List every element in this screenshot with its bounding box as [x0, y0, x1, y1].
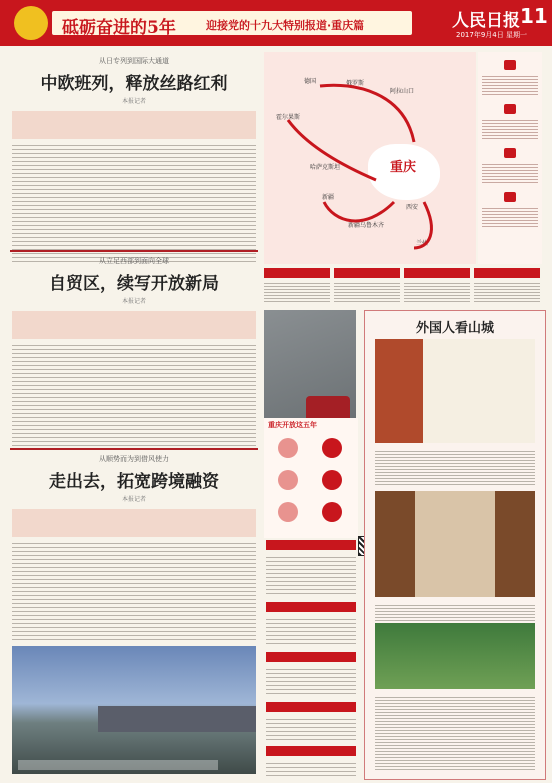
- info-header: [266, 702, 356, 712]
- series-subtitle: 迎接党的十九大特别报道·重庆篇: [206, 19, 365, 32]
- info-block: [266, 760, 356, 776]
- map-sidebar: [478, 52, 542, 264]
- chongqing-label: 重庆: [390, 160, 417, 175]
- info-block: [266, 554, 356, 594]
- info-block: [266, 666, 356, 696]
- article-2: [12, 256, 256, 447]
- info-tab: [264, 268, 330, 304]
- article-3: [12, 454, 256, 641]
- stats-panel: [264, 418, 358, 538]
- sidebar-title: 外国人看山城: [415, 321, 494, 336]
- article-3-body: [12, 541, 256, 641]
- info-tab: [474, 268, 540, 304]
- info-block: [266, 616, 356, 646]
- sidebar-note: [482, 206, 538, 228]
- issue-date: 2017年9月4日 星期一: [456, 31, 527, 39]
- page-number: 11: [520, 4, 548, 28]
- article-2-kicker: 从立足西部到面向全球: [99, 257, 169, 265]
- city-label: 德国: [304, 78, 317, 85]
- article-1-body: [12, 143, 256, 263]
- paragraph: [375, 449, 535, 485]
- truck-icon: [504, 148, 516, 158]
- info-tabs: [264, 268, 544, 304]
- article-1-headline[interactable]: 中欧班列，释放丝路红利: [40, 74, 228, 94]
- section-divider: [10, 250, 258, 252]
- ship-icon: [504, 192, 516, 202]
- stat-circle: [278, 470, 298, 490]
- photo-teacher: [375, 339, 535, 443]
- article-1-kicker: 从日专列到国际大通道: [99, 57, 169, 65]
- foreigners-sidebar: [364, 310, 546, 780]
- city-label: 西安: [406, 204, 419, 211]
- article-3-headline[interactable]: 走出去，拓宽跨境融资: [49, 472, 219, 492]
- info-header: [266, 540, 356, 550]
- info-header: [266, 652, 356, 662]
- city-label: 阿拉山口: [390, 88, 415, 95]
- train-icon: [504, 60, 516, 70]
- route-arrows: [264, 52, 476, 264]
- paragraph: [375, 695, 535, 771]
- city-label: 兰州: [416, 240, 429, 247]
- article-1: [12, 56, 256, 263]
- photo-footballer: [375, 623, 535, 689]
- plane-icon: [504, 104, 516, 114]
- stat-circle: [322, 502, 342, 522]
- info-header: [266, 746, 356, 756]
- city-label: 新疆: [322, 194, 335, 201]
- series-title: 砥砺奋进的5年: [62, 18, 176, 38]
- article-1-lead-box: [12, 111, 256, 139]
- article-3-byline: 本报记者: [121, 496, 146, 503]
- stat-circle: [322, 470, 342, 490]
- article-2-headline[interactable]: 自贸区，续写开放新局: [49, 274, 219, 294]
- route-map: [264, 52, 476, 264]
- trade-infographic: [262, 530, 360, 780]
- article-2-byline: 本报记者: [121, 298, 146, 305]
- article-2-body: [12, 343, 256, 447]
- stat-circle: [278, 502, 298, 522]
- article-3-lead-box: [12, 509, 256, 537]
- photo-shopkeeper: [375, 491, 535, 597]
- paper-logo: 人民日报: [452, 11, 520, 31]
- sidebar-note: [482, 118, 538, 140]
- info-header: [266, 602, 356, 612]
- article-3-kicker: 从顺势而为到借风使力: [99, 455, 169, 463]
- city-label: 哈萨克斯坦: [310, 164, 341, 171]
- city-label: 霍尔果斯: [276, 114, 301, 121]
- city-label: 俄罗斯: [346, 80, 365, 87]
- stats-title: 重庆开放这五年: [268, 421, 317, 429]
- info-tab: [334, 268, 400, 304]
- city-label: 新疆乌鲁木齐: [348, 222, 385, 229]
- stat-circle: [322, 438, 342, 458]
- bottom-photo: [12, 646, 256, 774]
- stat-circle: [278, 438, 298, 458]
- warehouse-building: [98, 706, 256, 732]
- info-block: [266, 716, 356, 740]
- party-emblem-icon: [14, 6, 48, 40]
- masthead-banner: [0, 0, 552, 46]
- article-2-lead-box: [12, 311, 256, 339]
- photo-caption: [18, 760, 218, 770]
- section-divider: [10, 448, 258, 450]
- article-1-byline: 本报记者: [121, 98, 146, 105]
- sidebar-note: [482, 162, 538, 184]
- sidebar-note: [482, 74, 538, 96]
- info-tab: [404, 268, 470, 304]
